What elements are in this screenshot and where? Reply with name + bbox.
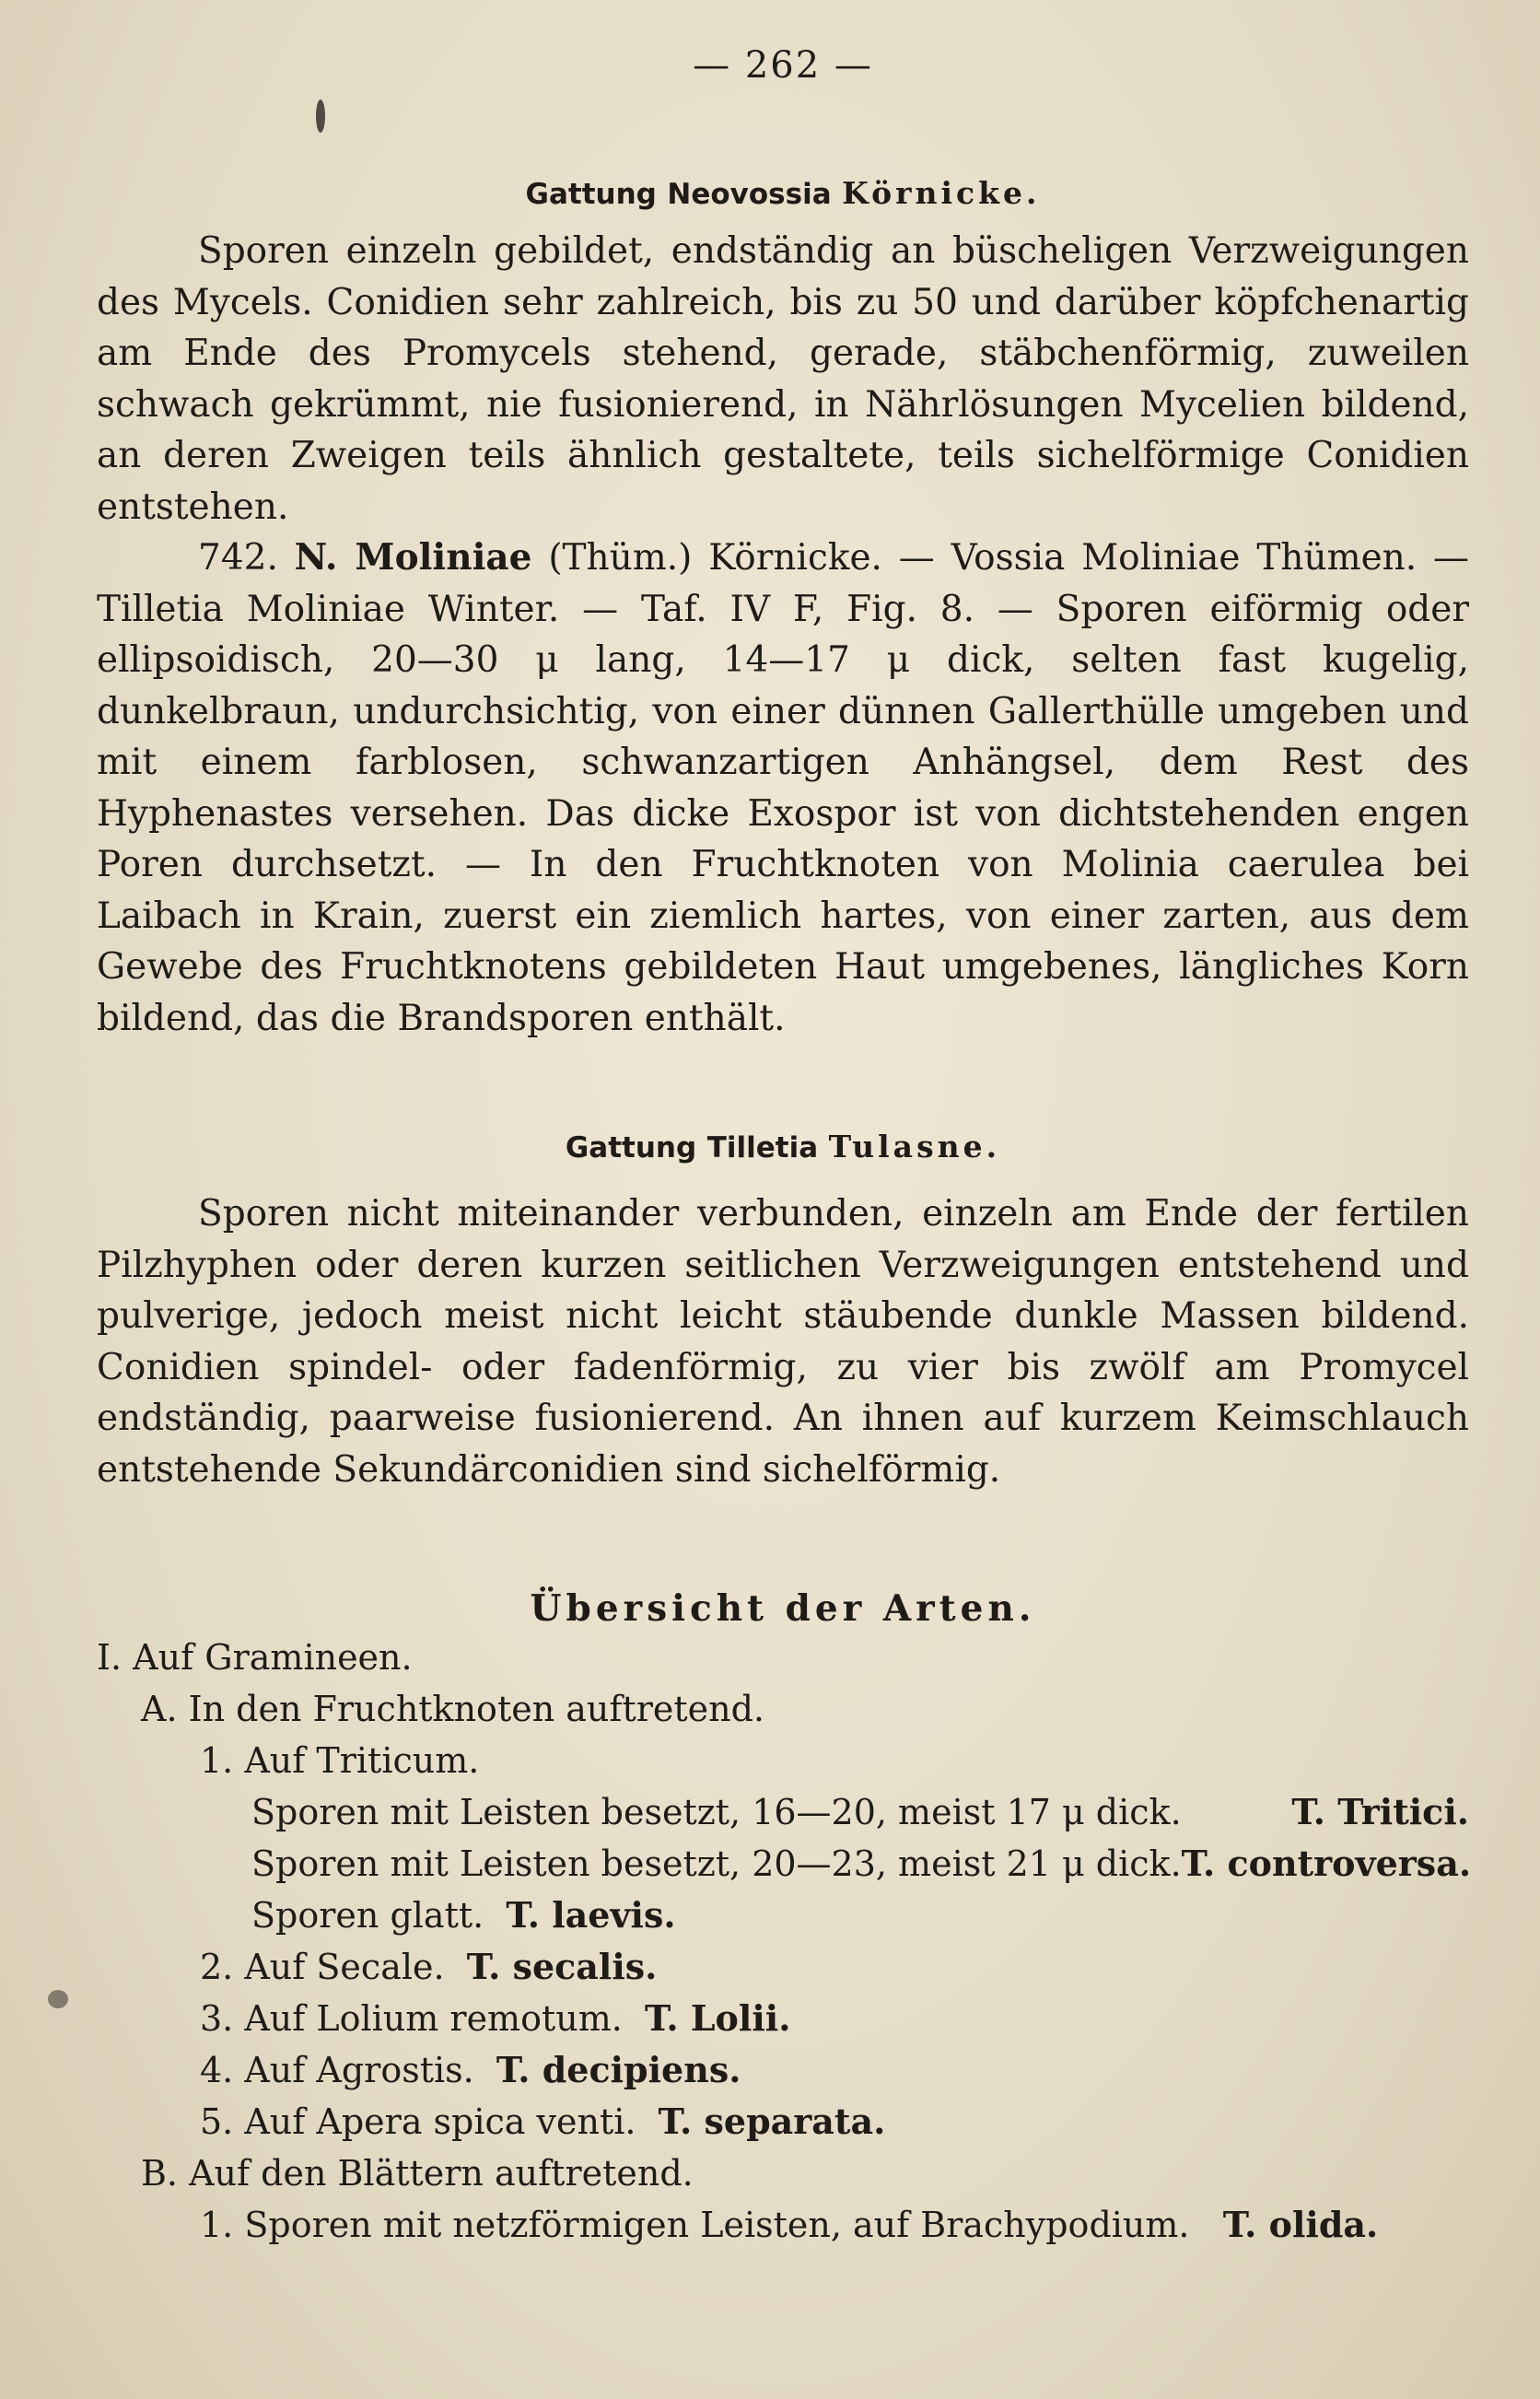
- key-species: T. Tritici.: [1291, 1791, 1469, 1832]
- genus-section-tilletia: [97, 1129, 1469, 1495]
- key-line: [97, 1890, 1469, 1941]
- key-line: [97, 2096, 1469, 2147]
- genus-name: Neovossia: [667, 178, 832, 211]
- genus-heading: [97, 1129, 1469, 1164]
- key-species: T. decipiens.: [496, 2049, 741, 2090]
- genus-section-neovossia: [97, 175, 1469, 1044]
- genus-description: Sporen einzeln gebildet, endständig an büscheligen Verzweigungen des Mycels. Conidien sehr zahlreich, bis zu 50 und darüber köpfchenartig am Ende des Promycels stehend, gerade, stäbchenförmig, zuweilen schwach gekrümmt, nie fusionierend, in Nährlösungen Mycelien bildend, an deren Zweigen teils ähnlich gestaltete, teils sichelförmige Conidien entstehen.: [97, 230, 1469, 528]
- key-species: T. laevis.: [506, 1894, 676, 1936]
- genus-name: Tilletia: [706, 1131, 819, 1164]
- key-line: [97, 1683, 1469, 1735]
- genus-heading: [97, 175, 1469, 211]
- key-text: Sporen glatt.: [251, 1895, 484, 1936]
- species-entry: [97, 532, 1469, 1044]
- key-species: T. controversa.: [1181, 1843, 1472, 1884]
- key-text: Sporen mit Leisten besetzt, 16—20, meist 17 μ dick.: [251, 1792, 1182, 1832]
- key-text: 3. Auf Lolium remotum.: [200, 1998, 623, 2039]
- key-text: 1. Auf Triticum.: [200, 1740, 480, 1781]
- genus-description: Sporen nicht miteinander verbunden, einzeln am Ende der fertilen Pilzhyphen oder deren kurzen seitlichen Verzweigungen entstehend und pulverige, jedoch meist nicht leicht stäubende dunkle Massen bildend. Conidien spindel- oder fadenförmig, zu vier bis zwölf am Promycel endständig, paarweise fusionierend. An ihnen auf kurzem Keimschlauch entstehende Sekundärconidien sind sichelförmig.: [97, 1193, 1469, 1491]
- key-line: [97, 1632, 1469, 1683]
- genus-author: Tulasne.: [828, 1129, 1001, 1164]
- genus-author: Körnicke.: [842, 175, 1041, 211]
- key-species: T. separata.: [658, 2101, 886, 2142]
- overview-title: Übersicht der Arten.: [530, 1587, 1036, 1630]
- key-line: [97, 2044, 1469, 2096]
- key-species: T. olida.: [1222, 2204, 1379, 2245]
- key-line: [97, 1838, 1472, 1890]
- key-line: [97, 1786, 1469, 1838]
- key-line: [97, 2147, 1469, 2199]
- page-number: — 262 —: [693, 44, 873, 87]
- key-text: 4. Auf Agrostis.: [200, 2050, 474, 2090]
- key-text: A. In den Fruchtknoten auftretend.: [141, 1689, 765, 1729]
- heading-prefix: Gattung: [565, 1131, 697, 1164]
- key-text: I. Auf Gramineen.: [97, 1637, 413, 1678]
- entry-number: 742.: [198, 537, 278, 579]
- book-page: [97, 37, 1472, 2251]
- key-line: [97, 1993, 1469, 2044]
- key-text: B. Auf den Blättern auftretend.: [141, 2153, 694, 2194]
- ink-speck: [48, 1990, 68, 2008]
- key-line: [97, 2199, 1469, 2251]
- key-text: Sporen mit Leisten besetzt, 20—23, meist 21 μ dick.: [251, 1843, 1182, 1884]
- ink-speck: [316, 99, 325, 133]
- key-text: 5. Auf Apera spica venti.: [200, 2101, 636, 2142]
- key-species: T. secalis.: [466, 1946, 658, 1987]
- key-text: 2. Auf Secale.: [200, 1947, 445, 1987]
- species-key: [97, 1587, 1472, 2251]
- heading-prefix: Gattung: [525, 178, 657, 211]
- key-text: 1. Sporen mit netzförmigen Leisten, auf Brachypodium.: [200, 2205, 1190, 2245]
- entry-text: (Thüm.) Körnicke. — Vossia Moliniae Thümen. — Tilletia Moliniae Winter. — Taf. IV F, Fig. 8. — Sporen eiförmig oder ellipsoidisch, 20—30 μ lang, 14—17 μ dick, selten fast kugelig, dunkelbraun, undurchsichtig, von einer dünnen Gallerthülle umgeben und mit einem farblosen, schwanzartigen Anhängsel, dem Rest des Hyphenastes versehen. Das dicke Exospor ist von dichtstehenden engen Poren durchsetzt. — In den Fruchtknoten von Molinia caerulea bei Laibach in Krain, zuerst ein ziemlich hartes, von einer zarten, aus dem Gewebe des Fruchtknotens gebildeten Haut umgebenes, längliches Korn bildend, das die Brandsporen enthält.: [97, 537, 1469, 1039]
- key-line: [97, 1941, 1469, 1993]
- entry-species: N. Moliniae: [294, 536, 532, 579]
- key-species: T. Lolii.: [645, 1997, 791, 2039]
- key-line: [97, 1735, 1469, 1786]
